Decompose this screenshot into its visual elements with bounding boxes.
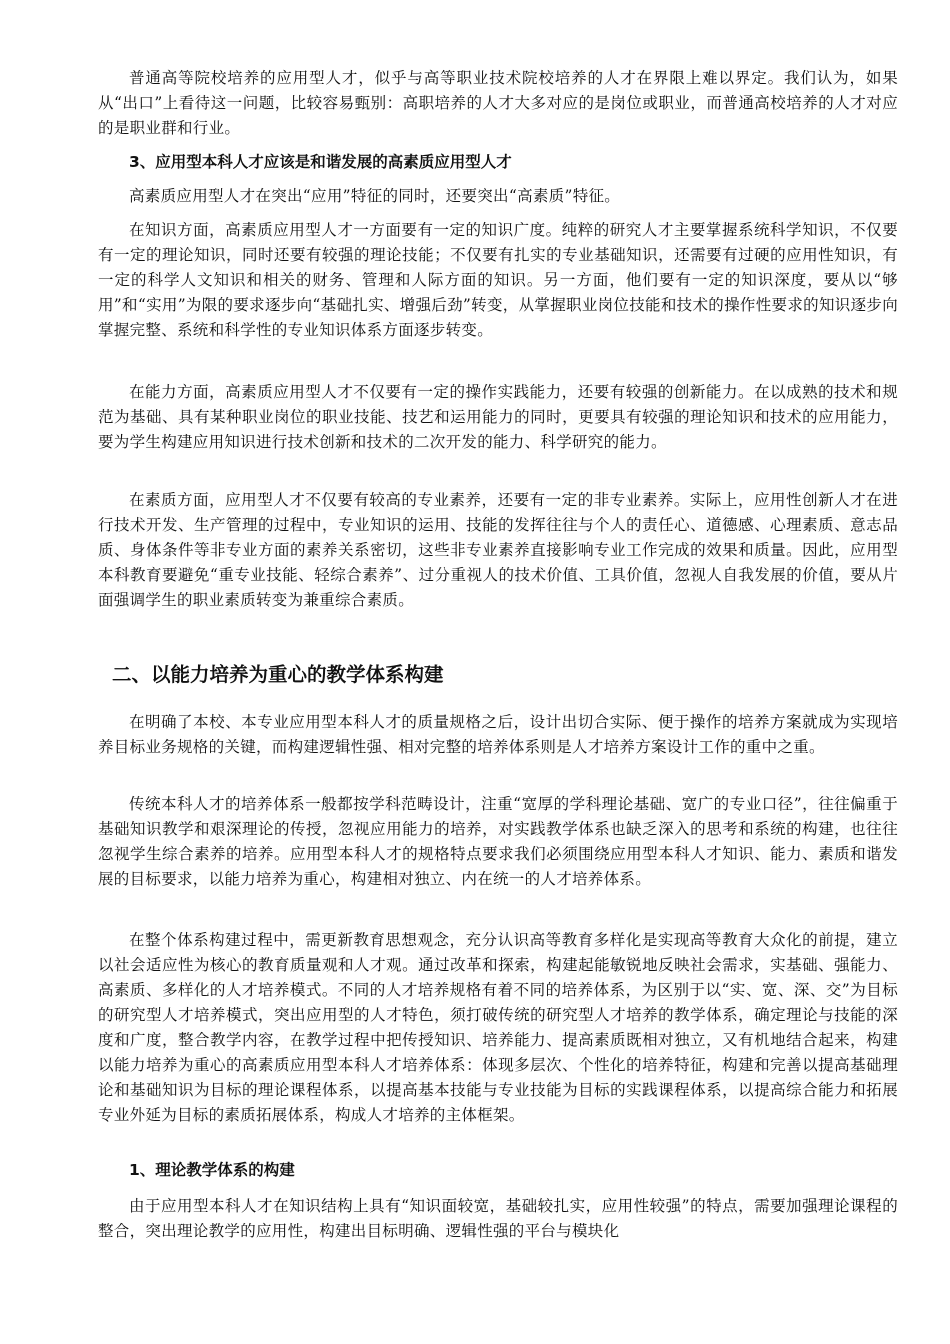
paragraph-whole-system: 在整个体系构建过程中，需更新教育思想观念，充分认识高等教育多样化是实现高等教育大众化的前提，建立以社会适应性为核心的教育质量观和人才观。通过改革和探索，构建起能敏锐地反映社会需求，实基础、强能力、高素质、多样化的人才培养模式。不同的人才培养规格有着不同的培养体系，为区别于以“实、宽、深、交”为目标的研究型人才培养模式，突出应用型的人才特色，须打破传统的研究型人才培养的教学体系，确定理论与技能的深度和广度，整合教学内容，在教学过程中把传授知识、培养能力、提高素质既相对独立，又有机地结合起来，构建以能力培养为重心的高素质应用型本科人才培养体系：体现多层次、个性化的培养特征，构建和完善以提高基础理论和基础知识为目标的理论课程体系，以提高基本技能与专业技能为目标的实践课程体系，以提高综合能力和拓展专业外延为目标的素质拓展体系，构成人才培养的主体框架。 <box>98 931 898 1124</box>
paragraph-intro: 普通高等院校培养的应用型人才，似乎与高等职业技术院校培养的人才在界限上难以界定。我们认为，如果从“出口”上看待这一问题，比较容易甄别：高职培养的人才大多对应的是岗位或职业，而普通高校培养的人才对应的是职业群和行业。 <box>98 69 898 137</box>
paragraph-high-quality: 高素质应用型人才在突出“应用”特征的同时，还要突出“高素质”特征。 <box>129 187 621 205</box>
paragraph-after-clarify: 在明确了本校、本专业应用型本科人才的质量规格之后，设计出切合实际、便于操作的培养方案就成为实现培养目标业务规格的关键，而构建逻辑性强、相对完整的培养体系则是人才培养方案设计工作的重中之重。 <box>98 713 898 756</box>
subheading-3: 3、应用型本科人才应该是和谐发展的高素质应用型人才 <box>129 153 512 171</box>
section-heading-2: 二、以能力培养为重心的教学体系构建 <box>112 663 444 686</box>
subheading-1: 1、理论教学体系的构建 <box>129 1161 295 1179</box>
paragraph-traditional: 传统本科人才的培养体系一般都按学科范畴设计，注重“宽厚的学科理论基础、宽广的专业口径”，往往偏重于基础知识教学和艰深理论的传授，忽视应用能力的培养，对实践教学体系也缺乏深入的思考和系统的构建，也往往忽视学生综合素养的培养。应用型本科人才的规格特点要求我们必须围绕应用型本科人才知识、能力、素质和谐发展的目标要求，以能力培养为重心，构建相对独立、内在统一的人才培养体系。 <box>98 795 898 888</box>
paragraph-knowledge: 在知识方面，高素质应用型人才一方面要有一定的知识广度。纯粹的研究人才主要掌握系统科学知识，不仅要有一定的理论知识，同时还要有较强的理论技能；不仅要有扎实的专业基础知识，还需要有过硬的应用性知识，有一定的科学人文知识和相关的财务、管理和人际方面的知识。另一方面，他们要有一定的知识深度，要从以“够用”和“实用”为限的要求逐步向“基础扎实、增强后劲”转变，从掌握职业岗位技能和技术的操作性要求的知识逐步向掌握完整、系统和科学性的专业知识体系方面逐步转变。 <box>98 221 898 339</box>
paragraph-quality: 在素质方面，应用型人才不仅要有较高的专业素养，还要有一定的非专业素养。实际上，应用性创新人才在进行技术开发、生产管理的过程中，专业知识的运用、技能的发挥往往与个人的责任心、道德感、心理素质、意志品质、身体条件等非专业方面的素养关系密切，这些非专业素养直接影响专业工作完成的效果和质量。因此，应用型本科教育要避免“重专业技能、轻综合素养”、过分重视人的技术价值、工具价值，忽视人自我发展的价值，要从片面强调学生的职业素质转变为兼重综合素质。 <box>98 491 898 609</box>
paragraph-theory: 由于应用型本科人才在知识结构上具有“知识面较宽，基础较扎实，应用性较强”的特点，需要加强理论课程的整合，突出理论教学的应用性，构建出目标明确、逻辑性强的平台与模块化 <box>98 1197 898 1240</box>
paragraph-ability: 在能力方面，高素质应用型人才不仅要有一定的操作实践能力，还要有较强的创新能力。在以成熟的技术和规范为基础、具有某种职业岗位的职业技能、技艺和运用能力的同时，更要具有较强的理论知识和技术的应用能力，要为学生构建应用知识进行技术创新和技术的二次开发的能力、科学研究的能力。 <box>98 383 898 451</box>
